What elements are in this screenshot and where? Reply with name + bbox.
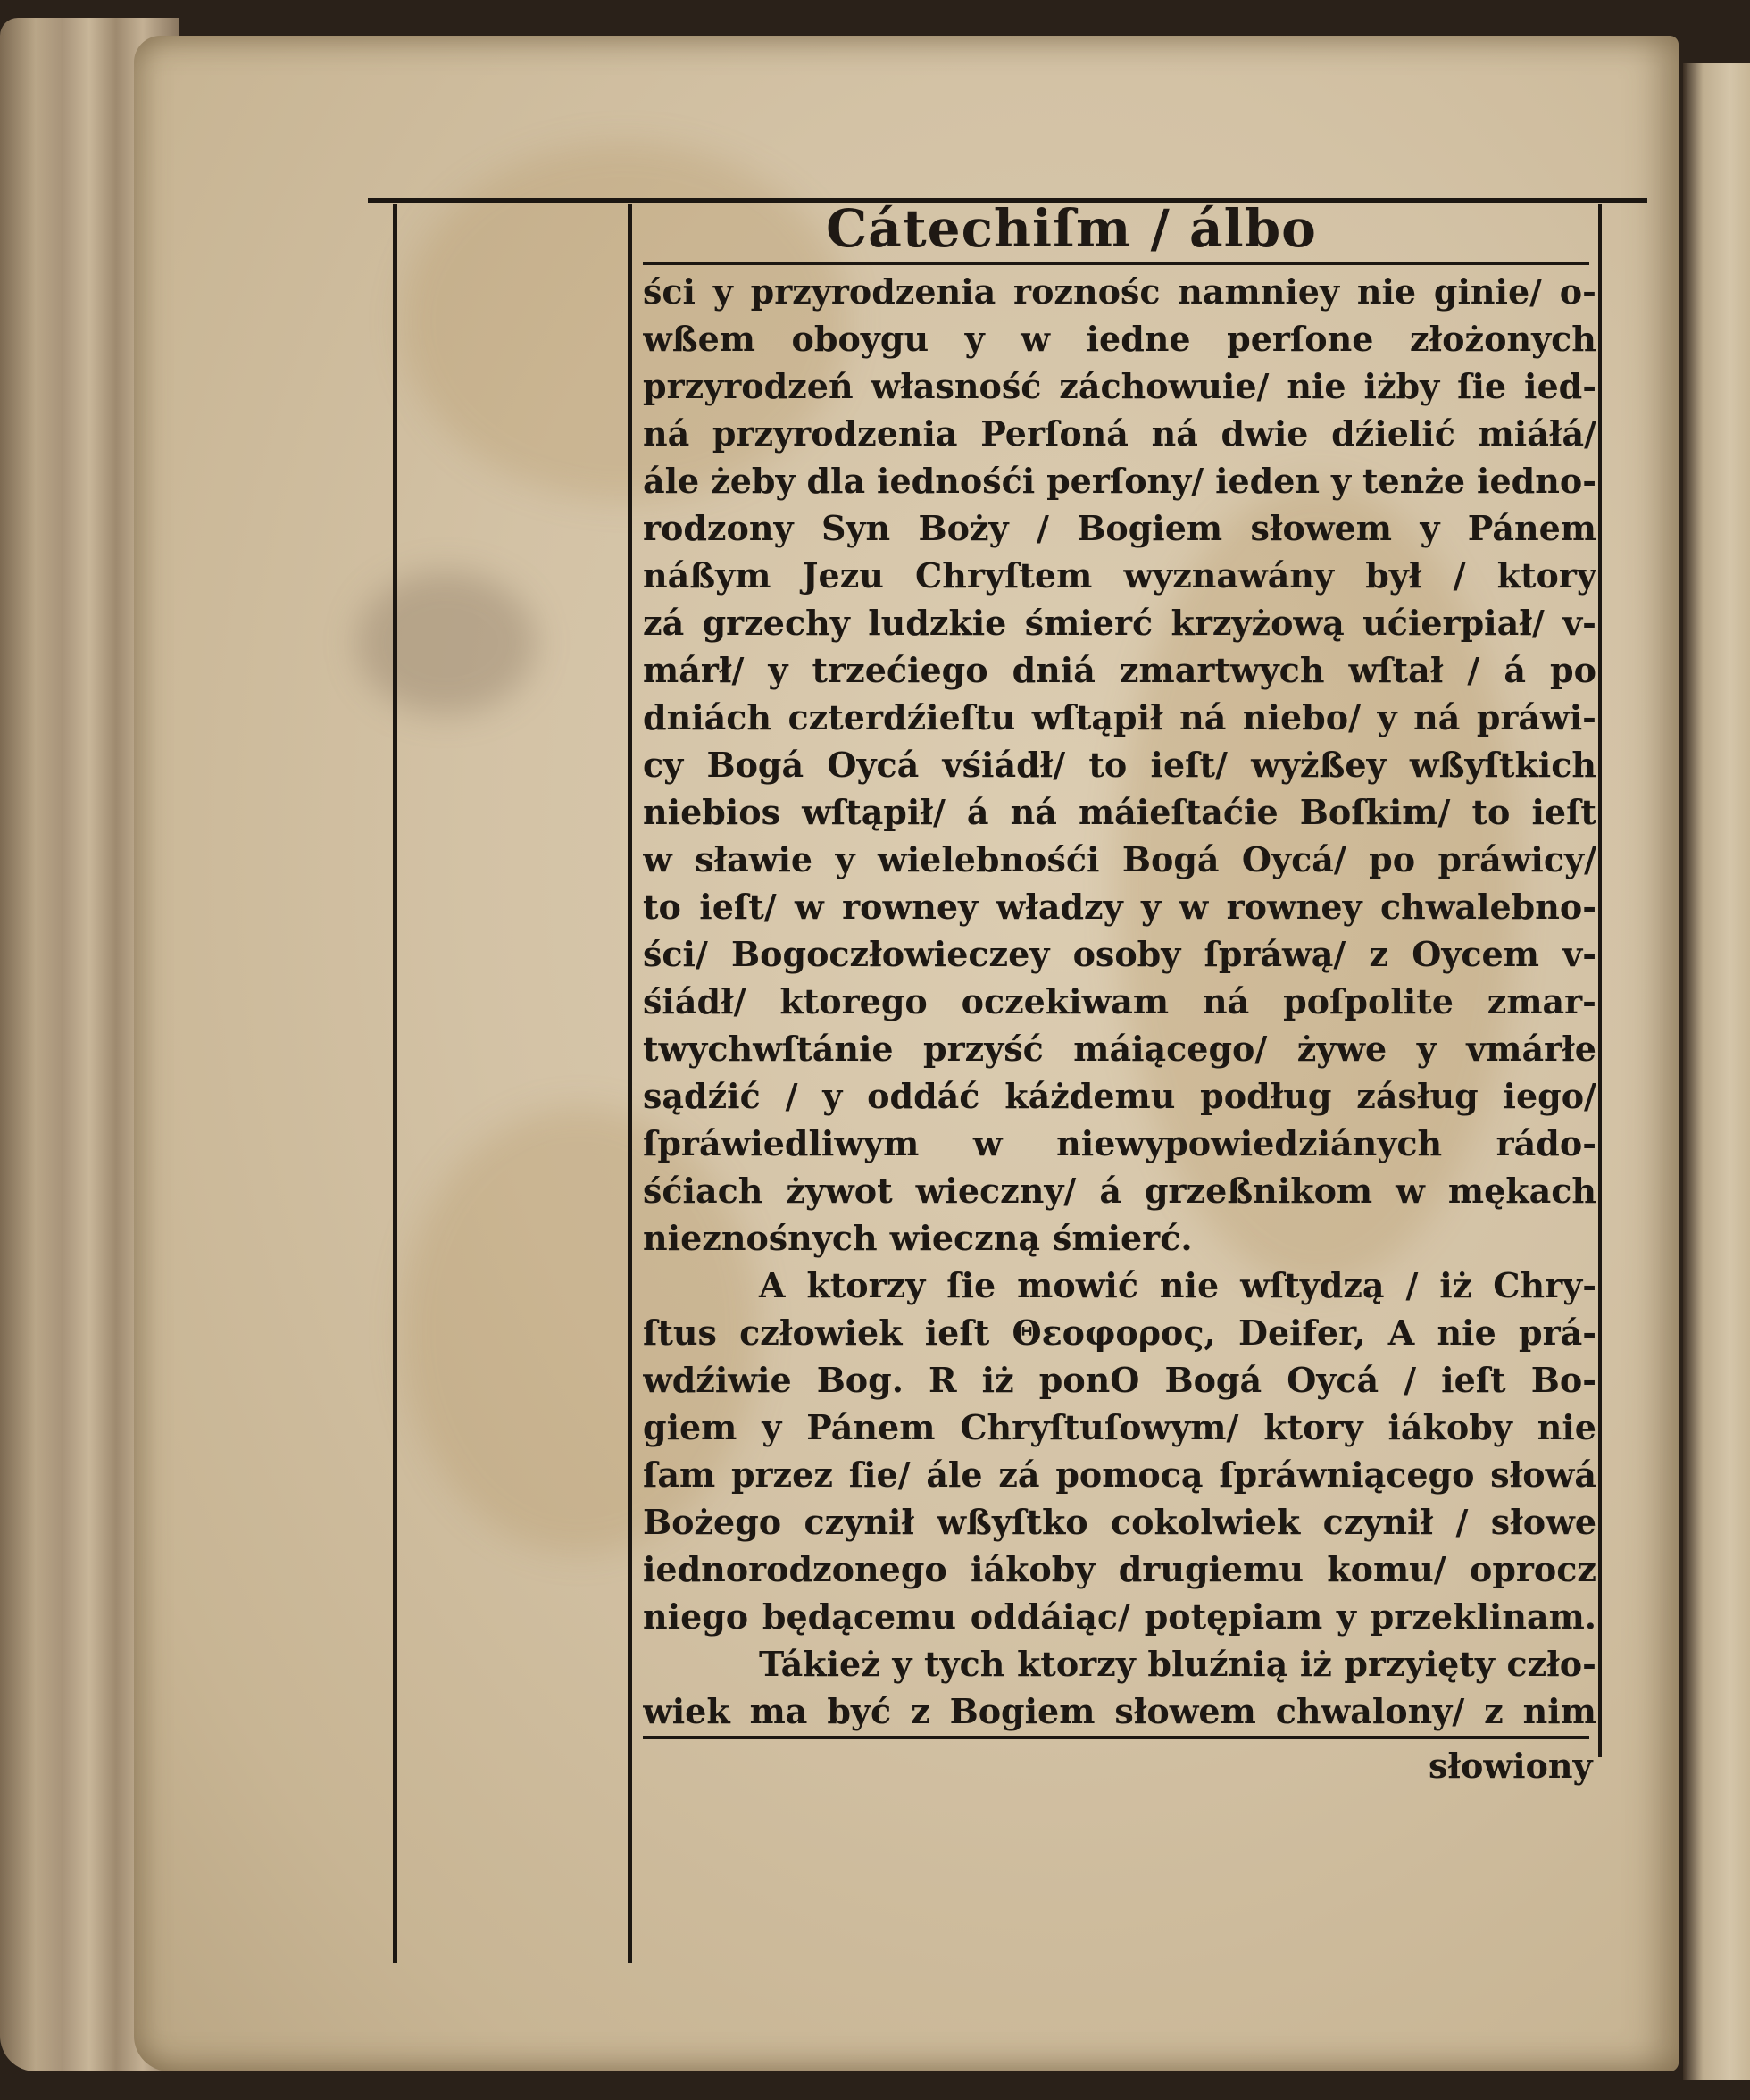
text-line: to ieſt/ w rowney władzy y w rowney chwalebno- xyxy=(643,887,1596,927)
text-line: wßem oboygu y w iedne perſone złożonych xyxy=(643,319,1596,359)
margin-rule-inner xyxy=(628,204,632,1962)
text-line: ále żeby dla iednośći perſony/ ieden y tenże iedno- xyxy=(643,461,1596,501)
text-line: dniách czterdźieſtu wſtąpił ná niebo/ y ná práwi- xyxy=(643,697,1596,738)
text-line: rodzony Syn Boży / Bogiem słowem y Pánem xyxy=(643,508,1596,548)
text-line: ści y przyrodzenia roznośc namniey nie ginie/ o- xyxy=(643,271,1596,312)
text-line: iednorodzonego iákoby drugiemu komu/ oprocz xyxy=(643,1549,1596,1589)
water-stain xyxy=(357,571,536,714)
text-line: niebios wſtąpił/ á ná máieſtaćie Boſkim/ to ieſt xyxy=(643,792,1596,832)
body-text xyxy=(643,268,1596,1735)
text-line: niego będącemu oddáiąc/ potępiam y przeklinam. xyxy=(643,1596,1596,1637)
text-line: Bożego czynił wßyſtko cokolwiek czynił / słowe xyxy=(643,1502,1596,1542)
text-line: ſpráwiedliwym w niewypowiedziánych rádo- xyxy=(643,1123,1596,1163)
text-line: wdźiwie Bog. R iż ponO Bogá Oycá / ieſt Bo- xyxy=(643,1360,1596,1400)
text-line: sądźić / y oddáć káżdemu podług zásług iego/ xyxy=(643,1076,1596,1116)
text-line: ści/ Bogoczłowieczey osoby ſpráwą/ z Oycem v- xyxy=(643,934,1596,974)
text-line: márł/ y trzećiego dniá zmartwych wſtał / á po xyxy=(643,650,1596,690)
text-line: przyrodzeń własność záchowuie/ nie iżby ſie ied- xyxy=(643,366,1596,406)
text-line: Tákież y tych ktorzy bluźnią iż przyięty czło- xyxy=(759,1644,1596,1684)
bottom-rule xyxy=(643,1736,1589,1739)
catchword: słowiony xyxy=(1429,1746,1593,1786)
title-underline xyxy=(643,262,1589,265)
text-line: śiádł/ ktorego oczekiwam ná poſpolite zmar- xyxy=(643,981,1596,1021)
text-line: nieznośnych wieczną śmierć. xyxy=(643,1218,1193,1258)
text-line: náßym Jezu Chryſtem wyznawány był / ktory xyxy=(643,555,1596,596)
text-line: A ktorzy ſie mowić nie wſtydzą / iż Chry- xyxy=(759,1265,1596,1305)
text-line: ná przyrodzenia Perſoná ná dwie dźielić miáłá/ xyxy=(643,413,1596,454)
text-line: twychwſtánie przyść máiącego/ żywe y vmárłe xyxy=(643,1029,1596,1069)
right-rule xyxy=(1598,204,1602,1757)
running-title: Cátechiſm / álbo xyxy=(826,198,1317,259)
text-line: śćiach żywot wieczny/ á grzeßnikom w mękach xyxy=(643,1171,1596,1211)
text-line: ſam przez ſie/ ále zá pomocą ſpráwniącego słowá xyxy=(643,1454,1596,1495)
text-line: zá grzechy ludzkie śmierć krzyżową ućierpiał/ v- xyxy=(643,603,1596,643)
text-line: wiek ma być z Bogiem słowem chwalony/ z nim xyxy=(643,1691,1596,1731)
text-line: ſtus człowiek ieſt Θεοφορος, Deifer, A nie prá- xyxy=(643,1312,1596,1353)
right-page-edge xyxy=(1683,62,1750,2080)
text-line: cy Bogá Oycá vśiádł/ to ieſt/ wyżßey wßyſtkich xyxy=(643,745,1596,785)
text-line: giem y Pánem Chryſtuſowym/ ktory iákoby nie xyxy=(643,1407,1596,1447)
text-line: w sławie y wielebnośći Bogá Oycá/ po práwicy/ xyxy=(643,839,1596,879)
margin-rule-outer xyxy=(393,204,397,1962)
